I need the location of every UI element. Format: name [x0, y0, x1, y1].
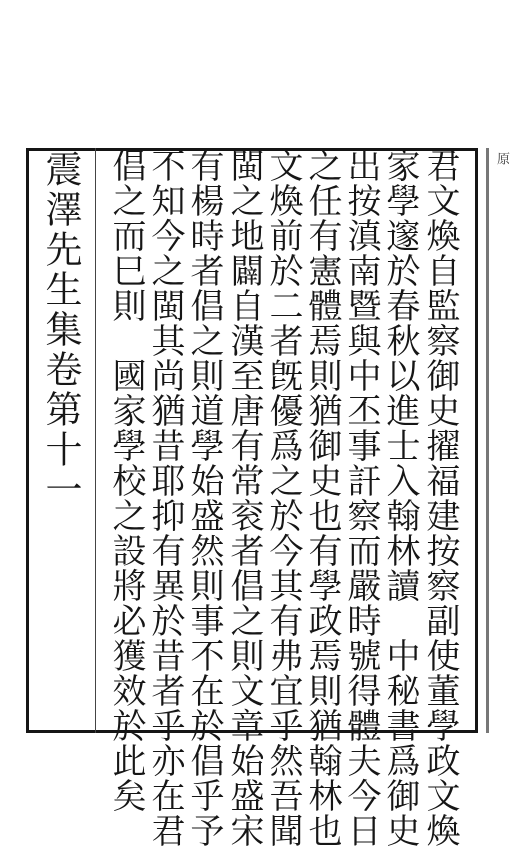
text-column-8: 不知今之閩其尚猶昔耶抑有異於昔者乎亦在君 — [145, 148, 185, 848]
page-marker: 原 — [494, 152, 509, 165]
book-title: 震澤先生集卷第十一 — [39, 150, 82, 510]
text-column-1: 君文煥自監察御史擢福建按察副使董學政文煥 — [420, 148, 460, 848]
text-column-6: 閩之地闢自漢至唐有常衮者倡之則文章始盛宋 — [224, 148, 264, 848]
text-column-4: 之任有憲體焉則猶御史也有學政焉則猶翰林也 — [302, 148, 342, 848]
binding-edge — [486, 148, 489, 733]
text-column-7: 有楊時者倡之則道學始盛然則事不在於倡乎予 — [184, 148, 224, 848]
text-column-2: 家學邃於春秋以進士入翰林讀 中秘書爲御史 — [380, 148, 420, 848]
text-column-9: 倡之而巳則 國家學校之設將必獲效於此矣 — [106, 148, 146, 813]
column-divider — [95, 148, 96, 733]
text-column-5: 文煥前於二者旣優爲之於今其有弗宜乎然吾聞 — [263, 148, 303, 848]
text-column-3: 出按滇南暨與中丕事訐察而嚴時號得體夫今日 — [341, 148, 381, 848]
